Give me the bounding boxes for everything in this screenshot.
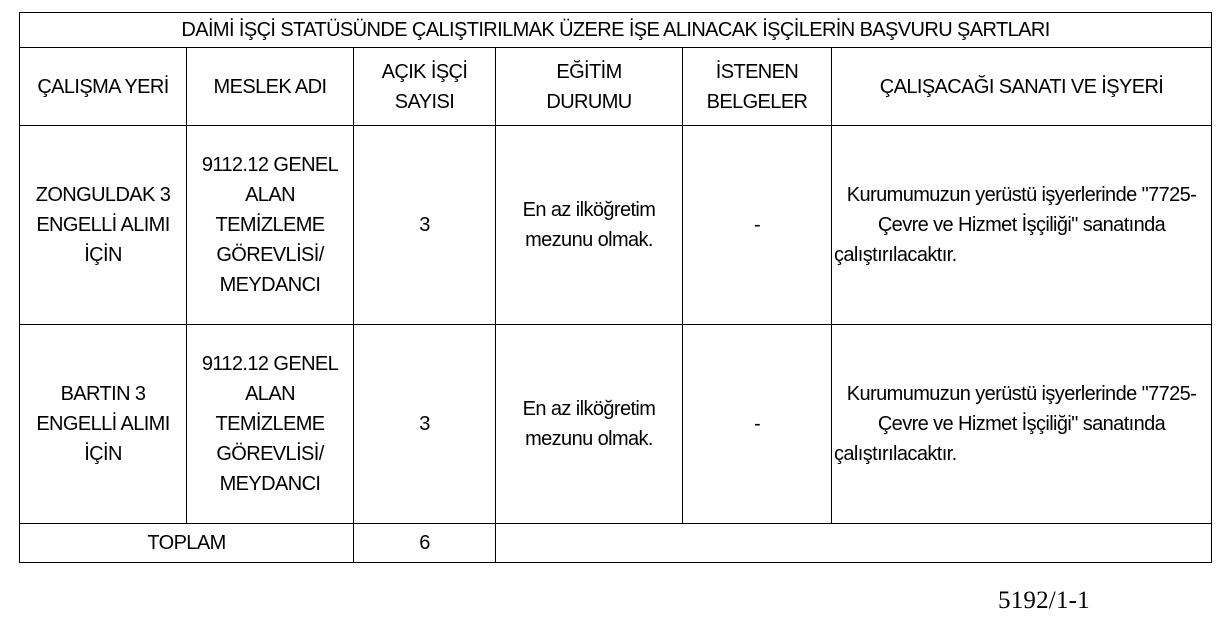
document-code: 5192/1-1 — [998, 587, 1090, 614]
cell-istenen-belgeler: - — [683, 325, 832, 524]
calisma-yeri-text: BARTIN 3 ENGELLİ ALIMI İÇİN — [36, 383, 170, 465]
cell-meslek-adi — [187, 325, 354, 524]
table-total-row — [20, 524, 1212, 563]
cell-istenen-belgeler: - — [683, 126, 832, 325]
cell-sanat-isyeri: Kurumumuzun yerüstü işyerlerinde "7725- Çevre ve Hizmet İşçiliği" sanatında çalıştırılacaktır. — [832, 126, 1212, 325]
cell-calisma-yeri — [20, 126, 187, 325]
cell-calisma-yeri — [20, 325, 187, 524]
egitim-text: En az ilköğretim mezunu olmak. — [522, 199, 656, 251]
header-egitim-durumu — [496, 48, 683, 126]
header-acik-isci-sayisi — [354, 48, 496, 126]
cell-egitim-durumu — [496, 325, 683, 524]
cell-acik-isci-sayisi: 3 — [354, 126, 496, 325]
cell-sanat-isyeri: Kurumumuzun yerüstü işyerlerinde "7725- Çevre ve Hizmet İşçiliği" sanatında çalıştırılacaktır. — [832, 325, 1212, 524]
header-calisma-yeri: ÇALIŞMA YERİ — [20, 48, 187, 126]
cell-egitim-durumu — [496, 126, 683, 325]
egitim-text: En az ilköğretim mezunu olmak. — [522, 398, 656, 450]
application-conditions-table — [19, 12, 1212, 563]
header-meslek-adi: MESLEK ADI — [187, 48, 354, 126]
cell-meslek-adi — [187, 126, 354, 325]
header-istenen-belgeler — [683, 48, 832, 126]
header-belgeler-text: İSTENEN BELGELER — [706, 60, 808, 113]
header-egitim-text: EĞİTİM DURUMU — [546, 60, 632, 113]
meslek-adi-text: 9112.12 GENEL ALAN TEMİZLEME GÖREVLİSİ/ MEYDANCI — [201, 154, 339, 296]
cell-acik-isci-sayisi: 3 — [354, 325, 496, 524]
header-acik-isci-text: AÇIK İŞÇİ SAYISI — [381, 60, 468, 113]
table-title-row — [20, 13, 1212, 48]
meslek-adi-text: 9112.12 GENEL ALAN TEMİZLEME GÖREVLİSİ/ MEYDANCI — [201, 353, 339, 495]
table-header-row — [20, 48, 1212, 126]
table-row — [20, 126, 1212, 325]
total-empty-cell — [496, 524, 1212, 563]
total-value: 6 — [354, 524, 496, 563]
table-title: DAİMİ İŞÇİ STATÜSÜNDE ÇALIŞTIRILMAK ÜZERE İŞE ALINACAK İŞÇİLERİN BAŞVURU ŞARTLARI — [20, 13, 1212, 48]
table-row — [20, 325, 1212, 524]
total-label: TOPLAM — [20, 524, 354, 563]
calisma-yeri-text: ZONGULDAK 3 ENGELLİ ALIMI İÇİN — [35, 184, 171, 266]
header-sanat-isyeri: ÇALIŞACAĞI SANATI VE İŞYERİ — [832, 48, 1212, 126]
